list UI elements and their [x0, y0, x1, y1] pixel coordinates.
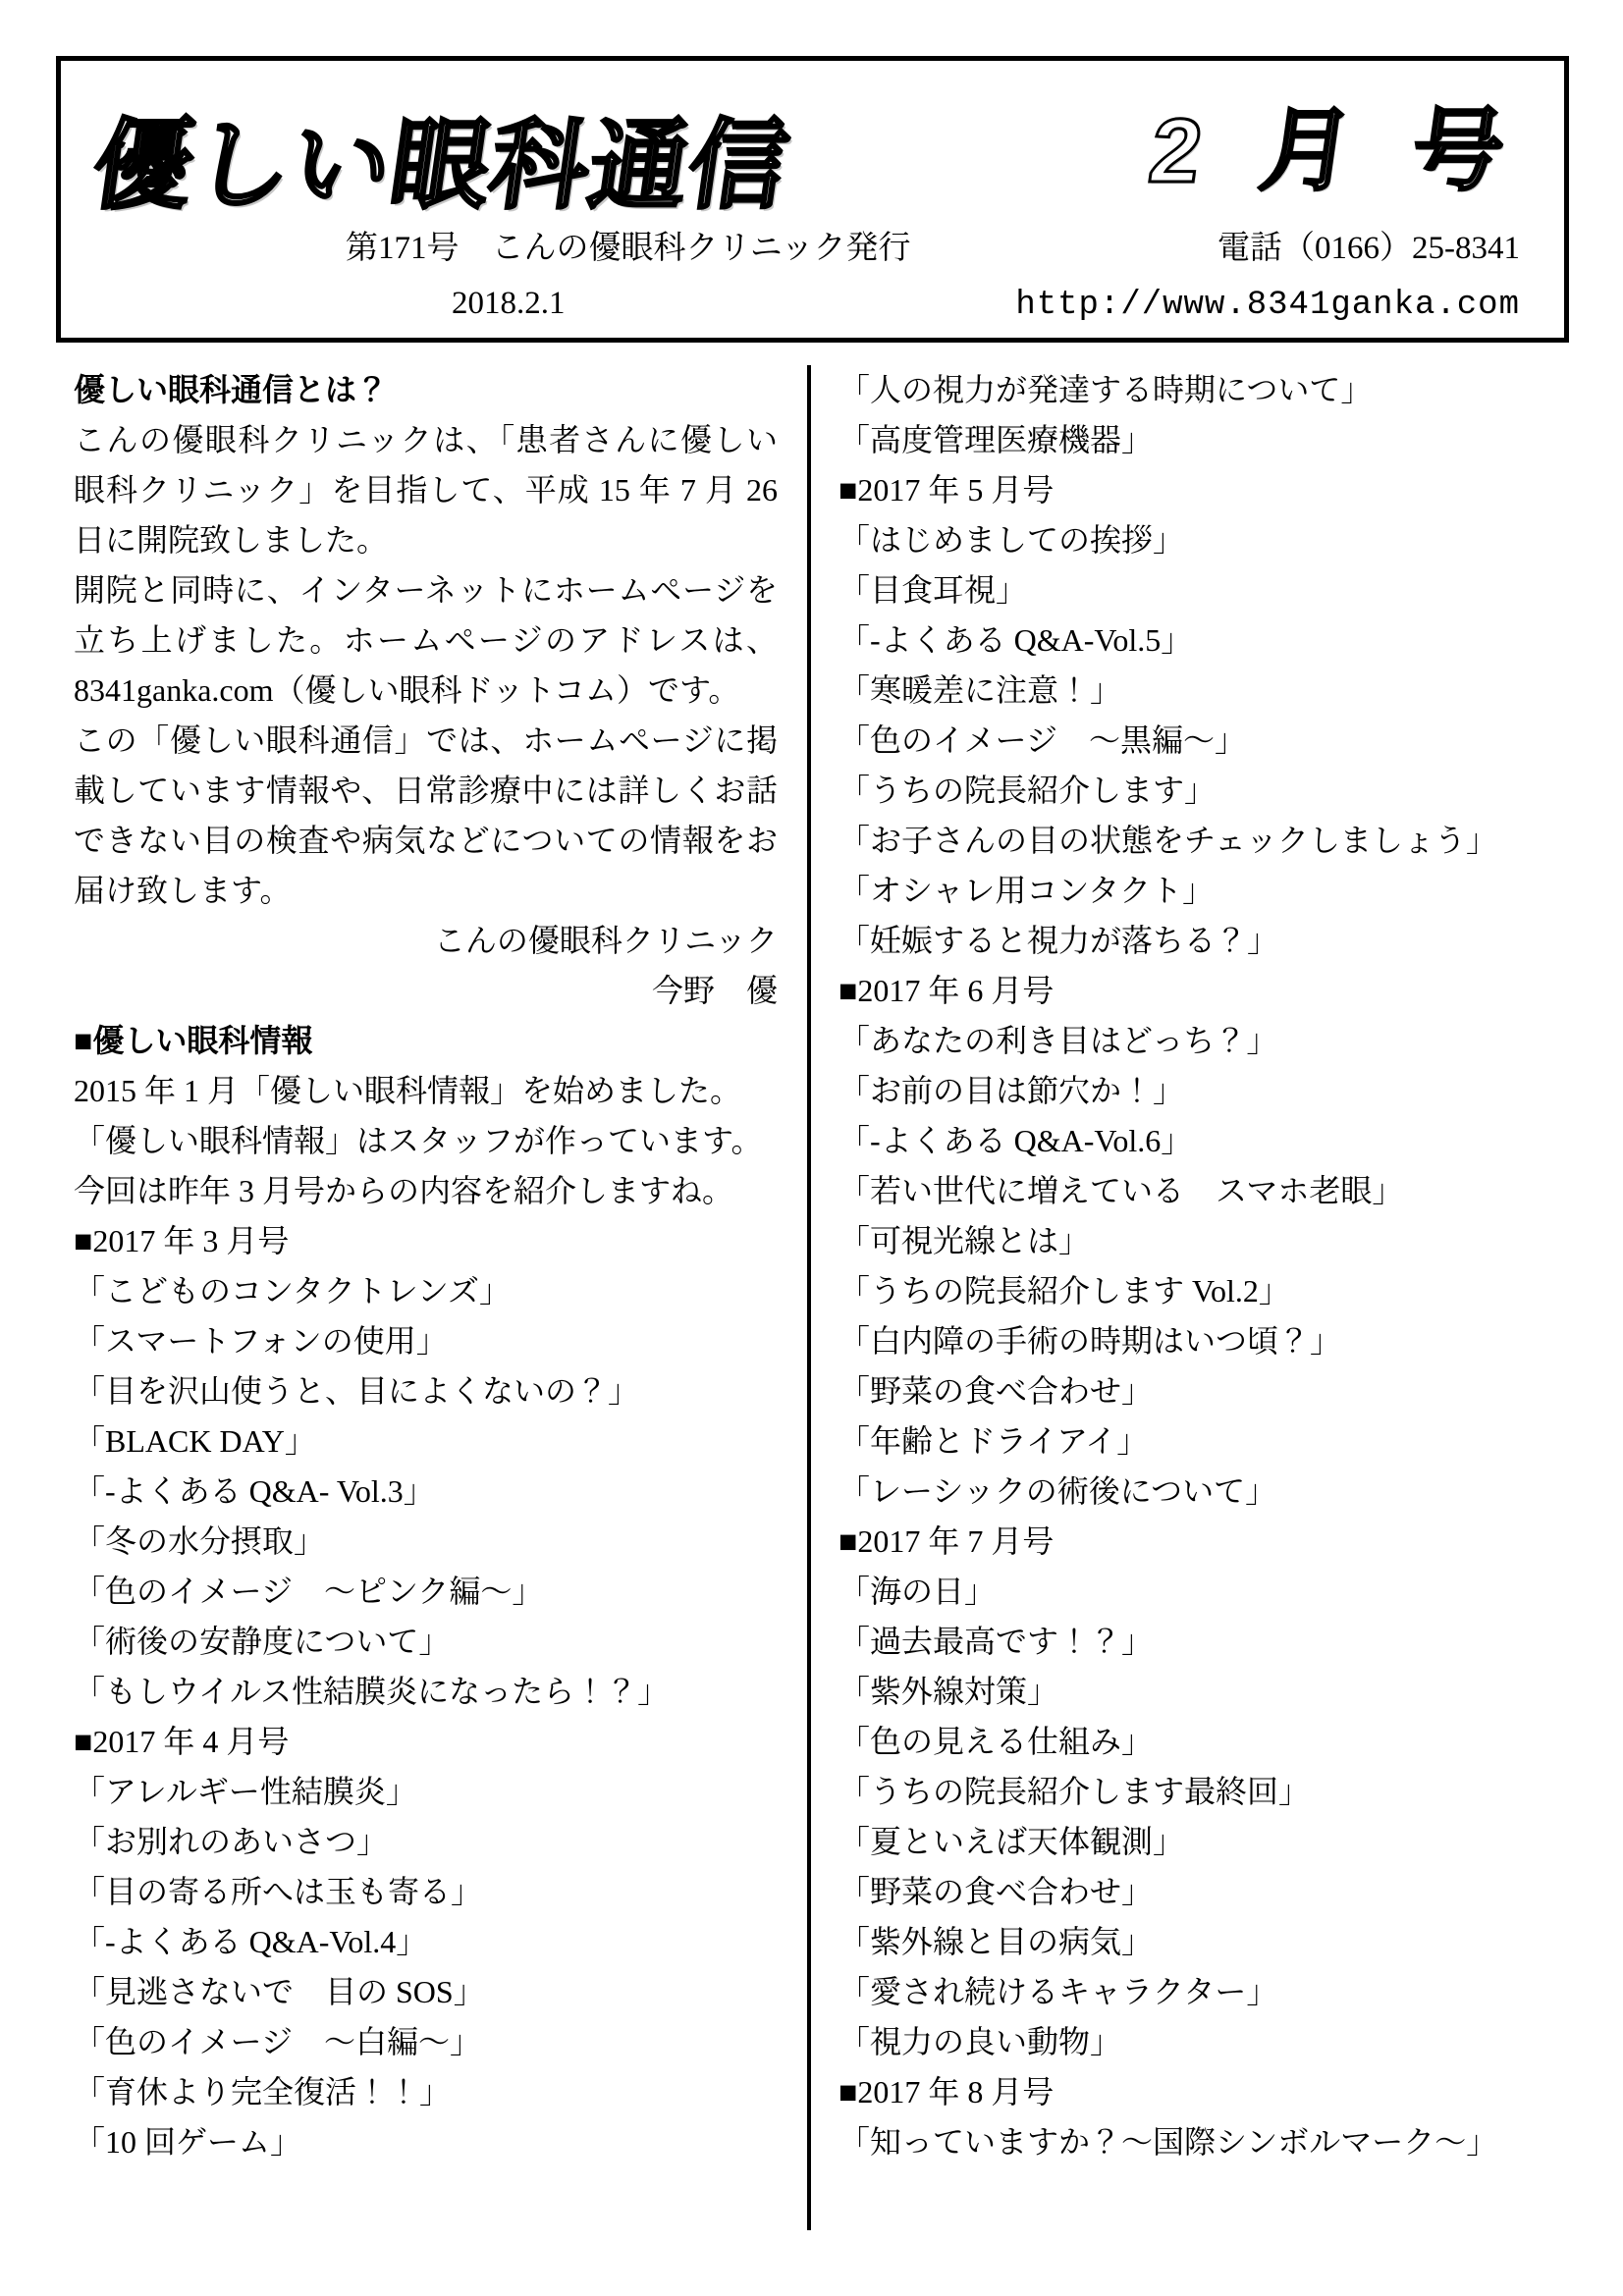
newsletter-item: 「愛され続けるキャラクター」 [839, 1974, 1278, 2009]
info-intro-line: 今回は昨年 3 月号からの内容を紹介しますね。 [74, 1173, 734, 1208]
right-column [811, 365, 1591, 2230]
newsletter-item: 「うちの院長紹介します」 [839, 773, 1217, 808]
newsletter-item: 「あなたの利き目はどっち？」 [839, 1023, 1278, 1058]
newsletter-item: 「もしウイルス性結膜炎になったら！？」 [74, 1674, 670, 1709]
newsletter-item: 「野菜の食べ合わせ」 [839, 1373, 1154, 1409]
signature-author: 今野 優 [651, 973, 778, 1008]
newsletter-item: 「寒暖差に注意！」 [839, 672, 1122, 708]
masthead [56, 56, 1572, 343]
newsletter-item: 「こどものコンタクトレンズ」 [74, 1273, 511, 1308]
month-heading: ■2017 年 4 月号 [74, 1724, 290, 1759]
newsletter-item: 「白内障の手術の時期はいつ頃？」 [839, 1323, 1342, 1359]
about-paragraph: 開院と同時に、インターネットにホームページを立ち上げました。ホームページのアドレスは、8341ganka.com（優しい眼科ドットコム）です。 [74, 572, 778, 708]
newsletter-item: 「色のイメージ ～白編～」 [74, 2024, 482, 2059]
about-paragraph: この「優しい眼科通信」では、ホームページに掲載しています情報や、日常診療中には詳しくお話できない目の検査や病気などについての情報をお届け致します。 [74, 722, 778, 908]
issue-date: 2018.2.1 [452, 286, 566, 321]
newsletter-item: 「-よくある Q&A-Vol.4」 [74, 1924, 428, 1959]
newsletter-item: 「うちの院長紹介します最終回」 [839, 1774, 1311, 1809]
newsletter-item: 「はじめましての挨拶」 [839, 522, 1185, 558]
phone-number: 電話（0166）25-8341 [1217, 231, 1520, 266]
issue-month-label: 2月号 [1143, 101, 1572, 201]
newsletter-item: 「目食耳視」 [839, 572, 1028, 608]
newsletter-item: 「アレルギー性結膜炎」 [74, 1774, 417, 1809]
newsletter-item: 「お別れのあいさつ」 [74, 1824, 389, 1859]
newsletter-item: 「レーシックの術後について」 [839, 1473, 1277, 1509]
newsletter-item: 「術後の安静度について」 [74, 1624, 451, 1659]
newsletter-item: 「視力の良い動物」 [839, 2024, 1122, 2059]
body-columns [74, 365, 1591, 2230]
info-intro-line: 「優しい眼科情報」はスタッフが作っています。 [74, 1123, 763, 1158]
month-heading: ■2017 年 6 月号 [839, 973, 1055, 1008]
newsletter-item: 「紫外線対策」 [839, 1674, 1059, 1709]
about-heading: 優しい眼科通信とは？ [74, 372, 389, 407]
newsletter-item: 「紫外線と目の病気」 [839, 1924, 1154, 1959]
newsletter-item: 「-よくある Q&A- Vol.3」 [74, 1473, 435, 1509]
newsletter-item: 「お前の目は節穴か！」 [839, 1073, 1185, 1108]
newsletter-item: 「色のイメージ ～黒編～」 [839, 722, 1247, 758]
newsletter-item: 「-よくある Q&A-Vol.5」 [839, 622, 1193, 658]
newsletter-item: 「知っていますか？～国際シンボルマーク～」 [839, 2124, 1498, 2160]
info-heading: ■優しい眼科情報 [74, 1023, 313, 1058]
newsletter-item: 「オシャレ用コンタクト」 [839, 873, 1215, 908]
newsletter-item: 「年齢とドライアイ」 [839, 1423, 1149, 1459]
newsletter-item: 「夏といえば天体観測」 [839, 1824, 1185, 1859]
left-column [74, 365, 778, 2230]
newsletter-item: 「人の視力が発達する時期について」 [839, 372, 1373, 407]
about-paragraph: こんの優眼科クリニックは、「患者さんに優しい眼科クリニック」を目指して、平成 15 年 7 月 26 日に開院致しました。 [74, 422, 778, 558]
newsletter-item: 「目を沢山使うと、目によくないの？」 [74, 1373, 640, 1409]
newsletter-item: 「野菜の食べ合わせ」 [839, 1874, 1154, 1909]
newsletter-item: 「妊娠すると視力が落ちる？」 [839, 923, 1279, 958]
date-url-line [452, 283, 1520, 326]
newsletter-item: 「見逃さないで 目の SOS」 [74, 1974, 485, 2009]
month-heading: ■2017 年 3 月号 [74, 1223, 290, 1258]
newsletter-item: 「色のイメージ ～ピンク編～」 [74, 1574, 544, 1609]
info-intro-line: 2015 年 1 月「優しい眼科情報」を始めました。 [74, 1073, 742, 1108]
newsletter-item: 「-よくある Q&A-Vol.6」 [839, 1123, 1193, 1158]
newsletter-item: 「育休より完全復活！！」 [74, 2074, 452, 2109]
newsletter-title: 優しい眼科通信 [85, 111, 796, 221]
newsletter-item: 「過去最高です！？」 [839, 1624, 1154, 1659]
newsletter-item: 「海の日」 [839, 1574, 997, 1609]
newsletter-item: 「若い世代に増えている スマホ老眼」 [839, 1173, 1404, 1208]
newsletter-item: 「色の見える仕組み」 [839, 1724, 1154, 1759]
newsletter-item: 「可視光線とは」 [839, 1223, 1091, 1258]
newsletter-item: 「10 回ゲーム」 [74, 2124, 302, 2160]
newsletter-item: 「目の寄る所へは玉も寄る」 [74, 1874, 483, 1909]
newsletter-item: 「お子さんの目の状態をチェックしましょう」 [839, 823, 1498, 858]
newsletter-item: 「うちの院長紹介します Vol.2」 [839, 1273, 1290, 1308]
website-url: http://www.8341ganka.com [1015, 287, 1520, 324]
newsletter-item: 「BLACK DAY」 [74, 1423, 316, 1459]
edition-line: 第171号 こんの優眼科クリニック発行 [346, 231, 911, 266]
month-heading: ■2017 年 7 月号 [839, 1523, 1055, 1559]
month-heading: ■2017 年 8 月号 [839, 2074, 1055, 2109]
newsletter-item: 「高度管理医療機器」 [839, 422, 1154, 457]
newsletter-item: 「冬の水分摂取」 [74, 1523, 326, 1559]
signature-clinic: こんの優眼科クリニック [433, 923, 778, 958]
month-heading: ■2017 年 5 月号 [839, 472, 1055, 507]
publisher-line [346, 228, 1520, 269]
newsletter-item: 「スマートフォンの使用」 [74, 1323, 448, 1359]
